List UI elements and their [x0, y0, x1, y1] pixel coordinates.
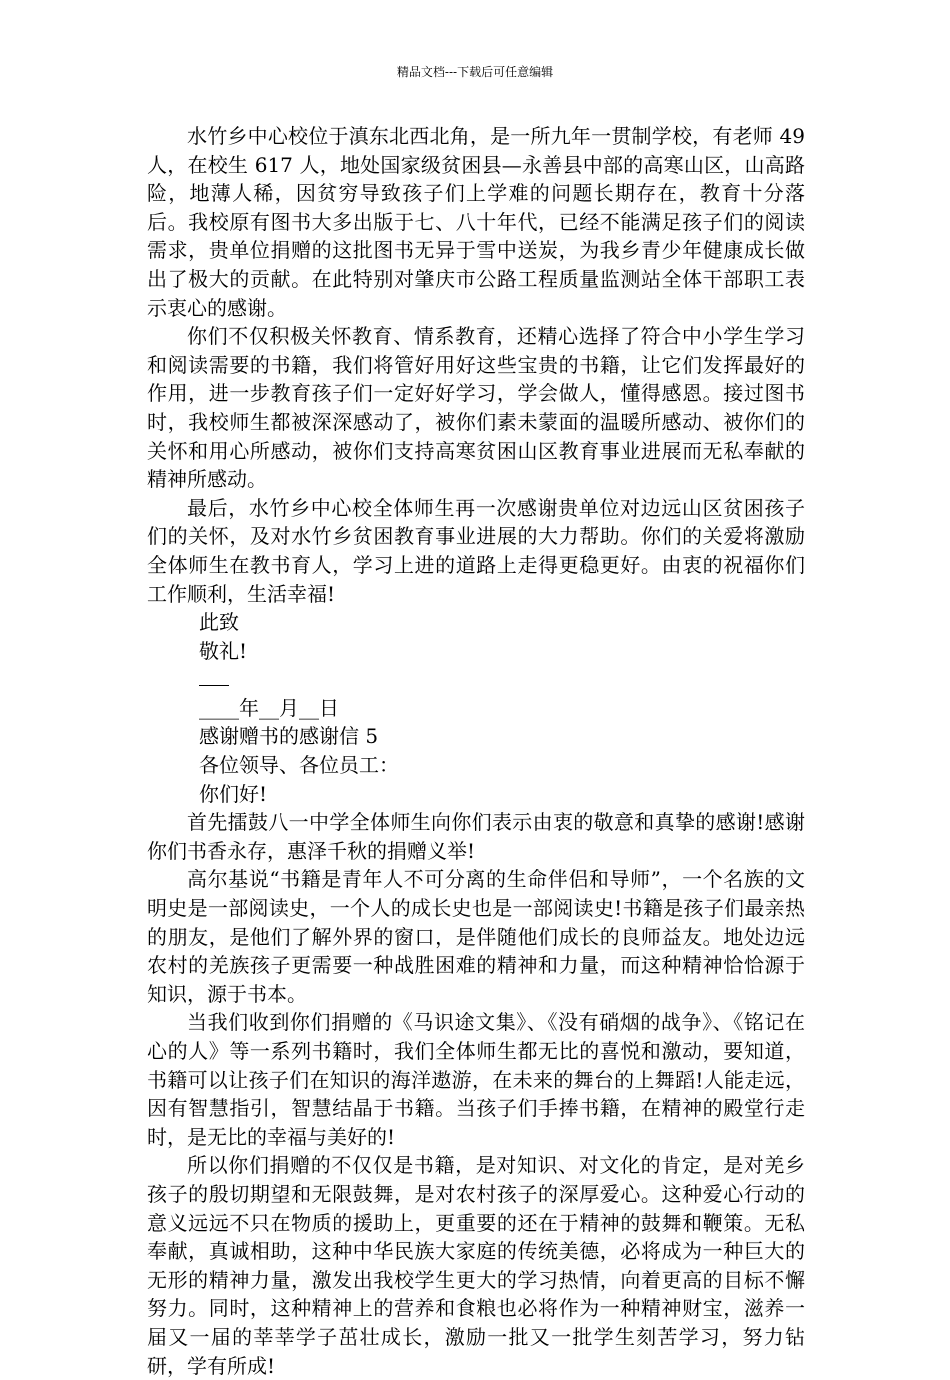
paragraph-gorky: 高尔基说“书籍是青年人不可分离的生命伴侣和导师”，一个名族的文明史是一部阅读史，一个人的成长史也是一部阅读史!书籍是孩子们最亲热的朋友，是他们了解外界的窗口，是伴随他们成长的良师益友。地处边远农村的羌族孩子更需要一种战胜困难的精神和力量，而这种精神恰恰源于知识，源于书本。: [147, 867, 805, 1006]
signature-rule: [199, 671, 229, 686]
date-line: ____年__月__日: [199, 695, 339, 720]
paragraph-closing: 最后，水竹乡中心校全体师生再一次感谢贵单位对边远山区贫困孩子们的关怀，及对水竹乡贫困教育事业进展的大力帮助。你们的关爱将激励全体师生在教书育人，学习上进的道路上走得更稳更好。由衷的祝福你们工作顺利，生活幸福!: [147, 495, 805, 606]
closing-respect: 敬礼!: [199, 638, 248, 663]
page-header: 精品文档---下载后可任意编辑: [396, 65, 554, 79]
letter-title: 感谢赠书的感谢信 5: [199, 724, 379, 749]
salutation: 各位领导、各位员工：: [199, 753, 399, 778]
signature-line: [147, 665, 805, 694]
closing-salute: 此致: [199, 610, 239, 635]
paragraph-books-received: 当我们收到你们捐赠的《马识途文集》、《没有硝烟的战争》、《铭记在心的人》等一系列书籍时，我们全体师生都无比的喜悦和激动，要知道，书籍可以让孩子们在知识的海洋遨游，在未来的舞台的上舞蹈!人能走远，因有智慧指引，智慧结晶于书籍。当孩子们手捧书籍，在精神的殿堂行走时，是无比的幸福与美好的!: [147, 1010, 805, 1149]
greeting: 你们好!: [199, 781, 268, 806]
paragraph-thanks: 首先擂鼓八一中学全体师生向你们表示由衷的敬意和真挚的感谢!感谢你们书香永存，惠泽千秋的捐赠义举!: [147, 810, 805, 863]
document-body: [147, 122, 805, 1380]
paragraph-intro: 水竹乡中心校位于滇东北西北角，是一所九年一贯制学校，有老师 49 人，在校生 617 人，地处国家级贫困县—永善县中部的高寒山区，山高路险，地薄人稀，因贫穷导致孩子们上学难的问题长期存在，教育十分落后。我校原有图书大多出版于七、八十年代，已经不能满足孩子们的阅读需求，贵单位捐赠的这批图书无异于雪中送炭，为我乡青少年健康成长做出了极大的贡献。在此特别对肇庆市公路工程质量监测站全体干部职工表示衷心的感谢。: [147, 124, 805, 320]
paragraph-gratitude: 你们不仅积极关怀教育、情系教育，还精心选择了符合中小学生学习和阅读需要的书籍，我们将管好用好这些宝贵的书籍，让它们发挥最好的作用，进一步教育孩子们一定好好学习，学会做人，懂得感恩。接过图书时，我校师生都被深深感动了，被你们素未蒙面的温暖所感动、被你们的关怀和用心所感动，被你们支持高寒贫困山区教育事业进展而无私奉献的精神所感动。: [147, 324, 805, 492]
paragraph-meaning: 所以你们捐赠的不仅仅是书籍，是对知识、对文化的肯定，是对羌乡孩子的殷切期望和无限鼓舞，是对农村孩子的深厚爱心。这种爱心行动的意义远远不只在物质的援助上，更重要的还在于精神的鼓舞和鞭策。无私奉献，真诚相助，这种中华民族大家庭的传统美德，必将成为一种巨大的无形的精神力量，激发出我校学生更大的学习热情，向着更高的目标不懈努力。同时，这种精神上的营养和食粮也必将作为一种精神财宝，滋养一届又一届的莘莘学子茁壮成长，激励一批又一批学生刻苦学习，努力钻研，学有所成!: [147, 1153, 805, 1378]
